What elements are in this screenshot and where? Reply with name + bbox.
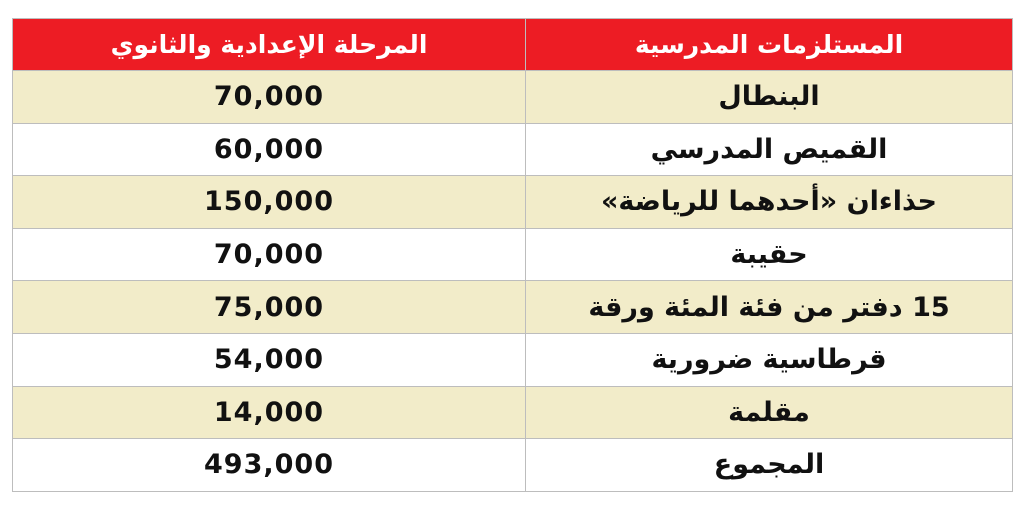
price-cell: 60,000 xyxy=(13,123,526,176)
item-cell: حذاءان «أحدهما للرياضة» xyxy=(526,176,1013,229)
table-row xyxy=(13,71,1013,124)
price-cell: 70,000 xyxy=(13,71,526,124)
table-row xyxy=(13,386,1013,439)
item-cell: القميص المدرسي xyxy=(526,123,1013,176)
item-cell: مقلمة xyxy=(526,386,1013,439)
table-row xyxy=(13,228,1013,281)
price-cell: 75,000 xyxy=(13,281,526,334)
table-row xyxy=(13,176,1013,229)
item-cell: البنطال xyxy=(526,71,1013,124)
school-supplies-table xyxy=(12,18,1013,492)
header-stage-price: المرحلة الإعدادية والثانوي xyxy=(13,19,526,71)
total-price-cell: 493,000 xyxy=(13,439,526,492)
price-cell: 70,000 xyxy=(13,228,526,281)
table-row xyxy=(13,123,1013,176)
school-supplies-table-container xyxy=(12,18,1012,491)
price-cell: 54,000 xyxy=(13,333,526,386)
item-cell: 15 دفتر من فئة المئة ورقة xyxy=(526,281,1013,334)
total-label-cell: المجموع xyxy=(526,439,1013,492)
price-cell: 14,000 xyxy=(13,386,526,439)
total-row xyxy=(13,439,1013,492)
price-cell: 150,000 xyxy=(13,176,526,229)
table-header-row xyxy=(13,19,1013,71)
table-row xyxy=(13,281,1013,334)
table-row xyxy=(13,333,1013,386)
item-cell: قرطاسية ضرورية xyxy=(526,333,1013,386)
item-cell: حقيبة xyxy=(526,228,1013,281)
header-school-supplies: المستلزمات المدرسية xyxy=(526,19,1013,71)
